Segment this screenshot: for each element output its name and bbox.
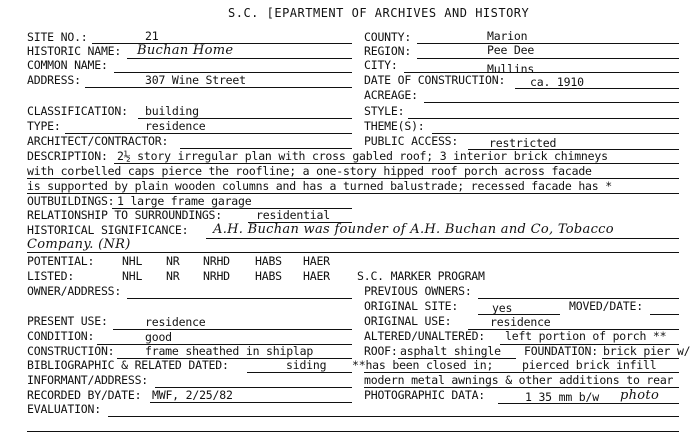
evaluation-label: EVALUATION:: [27, 402, 101, 416]
original-use-value: residence: [490, 315, 551, 329]
listed-haer: HAER: [303, 269, 330, 283]
foundation-continued: pierced brick infill: [522, 358, 657, 372]
listed-label: LISTED:: [27, 269, 75, 283]
architect-label: ARCHITECT/CONTRACTOR:: [27, 134, 169, 148]
marker-program-label: S.C. MARKER PROGRAM: [357, 269, 485, 283]
listed-nr: NR: [166, 269, 180, 283]
date-line: [515, 88, 679, 89]
city-label: CITY:: [364, 58, 398, 72]
region-line: [417, 58, 679, 59]
listed-nrhd: NRHD: [203, 269, 230, 283]
altered-continued: **has been closed in;: [352, 358, 494, 372]
historical-value-1: A.H. Buchan was founder of A.H. Buchan and Co, Tobacco: [213, 222, 614, 237]
biblio-siding-value: siding: [286, 358, 327, 372]
roof-label: ROOF:: [364, 344, 398, 358]
moved-date-label: MOVED/DATE:: [569, 299, 643, 313]
type-value: residence: [145, 119, 206, 133]
potential-haer: HAER: [303, 254, 330, 268]
photographic-label: PHOTOGRAPHIC DATA:: [364, 388, 486, 402]
foundation-label: FOUNDATION:: [524, 344, 598, 358]
date-label: DATE OF CONSTRUCTION:: [364, 73, 506, 87]
date-value: ca. 1910: [530, 75, 584, 89]
type-label: TYPE:: [27, 119, 61, 133]
historical-rule-2: [27, 252, 679, 253]
listed-habs: HABS: [255, 269, 282, 283]
site-no-value: 21: [145, 29, 159, 43]
acreage-line: [424, 102, 679, 103]
style-line: [408, 118, 679, 119]
previous-owners-label: PREVIOUS OWNERS:: [364, 284, 472, 298]
description-label: DESCRIPTION:: [27, 149, 108, 163]
recorded-value: MWF, 2/25/82: [152, 388, 233, 402]
city-value: Mullins: [487, 62, 535, 76]
construction-value: frame sheathed in shiplap: [145, 344, 314, 358]
county-value: Marion: [487, 29, 528, 43]
owner-label: OWNER/ADDRESS:: [27, 284, 122, 298]
evaluation-line-2: [27, 431, 679, 432]
county-label: COUNTY:: [364, 30, 412, 44]
other-additions: modern metal awnings & other additions to rear: [364, 373, 674, 387]
region-value: Pee Dee: [487, 43, 535, 57]
acreage-label: ACREAGE:: [364, 88, 418, 102]
altered-label: ALTERED/UNALTERED:: [364, 329, 486, 343]
historic-name-value: Buchan Home: [137, 43, 234, 58]
description-line-2: with corbelled caps pierce the roofline; a one-story hipped roof porch across facade: [27, 164, 592, 178]
common-name-label: COMMON NAME:: [27, 58, 108, 72]
historic-name-label: HISTORIC NAME:: [27, 44, 122, 58]
potential-nrhd: NRHD: [203, 254, 230, 268]
address-value: 307 Wine Street: [145, 73, 246, 87]
public-access-label: PUBLIC ACCESS:: [364, 134, 459, 148]
potential-habs: HABS: [255, 254, 282, 268]
biblio-label: BIBLIOGRAPHIC & RELATED DATED:: [27, 358, 229, 372]
historic-name-line: [127, 58, 352, 59]
original-site-value: yes: [492, 301, 513, 315]
address-line: [85, 87, 352, 88]
evaluation-line-1: [108, 416, 679, 417]
county-line: [417, 43, 679, 44]
present-use-value: residence: [145, 315, 206, 329]
classification-value: building: [145, 104, 199, 118]
potential-nhl: NHL: [122, 254, 143, 268]
condition-value: good: [145, 330, 172, 344]
foundation-value: brick pier w/: [603, 344, 691, 358]
relationship-value: residential: [256, 208, 330, 222]
theme-line: [432, 133, 679, 134]
altered-value: left portion of porch **: [505, 329, 667, 343]
form-title: S.C. [EPARTMENT OF ARCHIVES AND HISTORY: [228, 6, 530, 20]
public-access-value: restricted: [489, 136, 557, 150]
historical-label: HISTORICAL SIGNIFICANCE:: [27, 223, 189, 237]
description-line-1: 2½ story irregular plan with cross gabled roof; 3 interior brick chimneys: [117, 149, 608, 163]
condition-label: CONDITION:: [27, 329, 95, 343]
recorded-line: [150, 402, 352, 403]
recorded-label: RECORDED BY/DATE:: [27, 388, 142, 402]
style-label: STYLE:: [364, 104, 405, 118]
classification-label: CLASSIFICATION:: [27, 104, 128, 118]
site-no-label: SITE NO.:: [27, 30, 88, 44]
photographic-value: 1 35 mm b/w: [525, 390, 599, 404]
moved-date-line: [650, 314, 679, 315]
region-label: REGION:: [364, 44, 412, 58]
biblio-line: [247, 372, 352, 373]
description-line-3: is supported by plain wooden columns and has a turned balustrade; recessed facade has *: [27, 179, 612, 193]
historical-value-2: Company. (NR): [27, 237, 131, 252]
address-label: ADDRESS:: [27, 73, 81, 87]
listed-nhl: NHL: [122, 269, 143, 283]
historical-rule-1: [206, 238, 679, 239]
construction-label: CONSTRUCTION:: [27, 344, 115, 358]
relationship-label: RELATIONSHIP TO SURROUNDINGS:: [27, 208, 222, 222]
roof-value: asphalt shingle: [400, 344, 501, 358]
outbuildings-label: OUTBUILDINGS:: [27, 194, 115, 208]
theme-label: THEME(S):: [364, 119, 425, 133]
original-site-label: ORIGINAL SITE:: [364, 299, 459, 313]
original-use-label: ORIGINAL USE:: [364, 314, 452, 328]
informant-label: INFORMANT/ADDRESS:: [27, 373, 149, 387]
potential-nr: NR: [166, 254, 180, 268]
potential-label: POTENTIAL:: [27, 254, 95, 268]
photographic-line: [498, 403, 679, 404]
present-use-label: PRESENT USE:: [27, 314, 108, 328]
owner-line: [127, 298, 352, 299]
photo-note: photo: [620, 388, 660, 403]
outbuildings-value: 1 large frame garage: [117, 194, 252, 208]
